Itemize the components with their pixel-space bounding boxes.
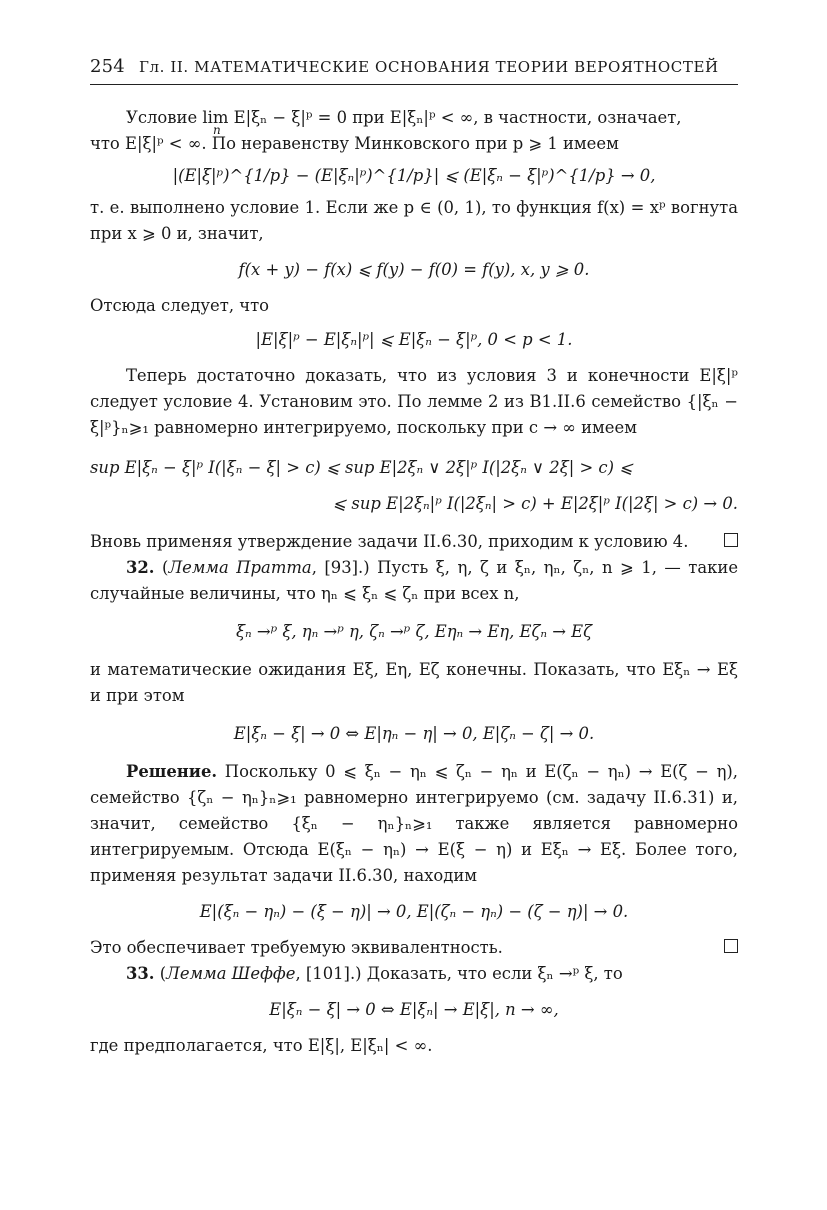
equation-scheffe: E|ξₙ − ξ| → 0 ⇔ E|ξₙ| → E|ξ|, n → ∞, <box>269 1000 559 1019</box>
problem-33-paren: ( <box>159 964 167 983</box>
equation-difference: |E|ξ|ᵖ − E|ξₙ|ᵖ| ⩽ E|ξₙ − ξ|ᵖ, 0 < p < 1. <box>255 330 573 349</box>
problem-33-title: Лемма Шеффе <box>166 964 296 983</box>
problem-32-number: 32. <box>126 558 155 577</box>
problem-33-ref: , [101].) <box>295 964 362 983</box>
problem-32 <box>90 555 738 607</box>
equation-equivalence: E|ξₙ − ξ| → 0 ⇔ E|ηₙ − η| → 0, E|ζₙ − ζ| → 0. <box>233 724 595 743</box>
paragraph-8: где предполагается, что E|ξ|, E|ξₙ| < ∞. <box>90 1036 433 1055</box>
solution-label: Решение. <box>126 762 218 781</box>
qed-square-icon <box>724 533 738 547</box>
problem-32-paren: ( <box>162 558 169 577</box>
equation-sup-line-2: ⩽ sup E|2ξₙ|ᵖ I(|2ξₙ| > c) + E|2ξ|ᵖ I(|2ξ| > c) → 0. <box>332 494 738 513</box>
problem-32-ref: , [93].) <box>311 558 370 577</box>
problem-33-number: 33. <box>126 964 155 983</box>
paragraph-7: Это обеспечивает требуемую эквивалентность. <box>90 938 503 957</box>
problem-33 <box>90 961 738 987</box>
paragraph-5-row <box>90 529 738 555</box>
paragraph-1-line-2: что E|ξ|ᵖ < ∞. По неравенству Минковского при p ⩾ 1 имеем <box>90 134 619 153</box>
page <box>90 56 738 1059</box>
paragraph-3: Отсюда следует, что <box>90 296 270 315</box>
paragraph-5: Вновь применяя утверждение задачи II.6.30, приходим к условию 4. <box>90 532 689 551</box>
equation-concavity: f(x + y) − f(x) ⩽ f(y) − f(0) = f(y), x, y ⩾ 0. <box>238 260 590 279</box>
qed-square-icon <box>724 939 738 953</box>
lim-subscript: n <box>213 123 221 137</box>
equation-minkowski: |(E|ξ|ᵖ)^{1/p} − (E|ξₙ|ᵖ)^{1/p}| ⩽ (E|ξₙ − ξ|ᵖ)^{1/p} → 0, <box>172 166 656 185</box>
solution-paragraph <box>90 759 738 889</box>
paragraph-6: и математические ожидания Eξ, Eη, Eζ конечны. Показать, что Eξₙ → Eξ и при этом <box>90 660 738 705</box>
problem-33-text: Доказать, что если ξₙ →ᵖ ξ, то <box>366 964 623 983</box>
paragraph-1-line-1: Условие lim E|ξₙ − ξ|ᵖ = 0 при E|ξₙ|ᵖ < ∞, в частности, означает, <box>126 108 682 127</box>
paragraph-7-row <box>90 935 738 961</box>
page-number: 254 <box>90 56 125 77</box>
equation-convergence: ξₙ →ᵖ ξ, ηₙ →ᵖ η, ζₙ →ᵖ ζ, Eηₙ → Eη, Eζₙ → Eζ <box>235 622 593 641</box>
equation-differences: E|(ξₙ − ηₙ) − (ξ − η)| → 0, E|(ζₙ − ηₙ) − (ζ − η)| → 0. <box>199 902 629 921</box>
equation-sup-line-1: sup E|ξₙ − ξ|ᵖ I(|ξₙ − ξ| > c) ⩽ sup E|2ξₙ ∨ 2ξ|ᵖ I(|2ξₙ ∨ 2ξ| > c) ⩽ <box>90 458 633 477</box>
problem-32-title: Лемма Пратта <box>168 558 312 577</box>
paragraph-2: т. е. выполнено условие 1. Если же p ∈ (0, 1), то функция f(x) = xᵖ вогнута при x ⩾ 0 и, значит, <box>90 198 738 243</box>
problem-32-text: Пусть ξ, η, ζ и ξₙ, ηₙ, ζₙ, n ⩾ 1, — такие случайные величины, что ηₙ ⩽ ξₙ ⩽ ζₙ при всех n, <box>90 558 739 603</box>
solution-text: Поскольку 0 ⩽ ξₙ − ηₙ ⩽ ζₙ − ηₙ и E(ζₙ − ηₙ) → E(ζ − η), семейство {ζₙ − ηₙ}ₙ⩾₁ равномерно интегрируемо (см. задачу II.6.31) и, значит, семейство {ξₙ − ηₙ}ₙ⩾₁ также является равномерно интегрируемым. Отсюда E(ξₙ − ηₙ) → E(ξ − η) и Eξₙ → Eξ. Более того, применяя результат задачи II.6.30, находим <box>90 762 738 885</box>
chapter-title: Гл. II. МАТЕМАТИЧЕСКИЕ ОСНОВАНИЯ ТЕОРИИ ВЕРОЯТНОСТЕЙ <box>138 58 719 76</box>
running-header <box>90 56 738 85</box>
paragraph-4: Теперь достаточно доказать, что из условия 3 и конечности E|ξ|ᵖ следует условие 4. Установим это. По лемме 2 из В1.II.6 семейство {|ξₙ − ξ|ᵖ}ₙ⩾₁ равномерно интегрируемо, поскольку при c → ∞ имеем <box>90 366 738 437</box>
